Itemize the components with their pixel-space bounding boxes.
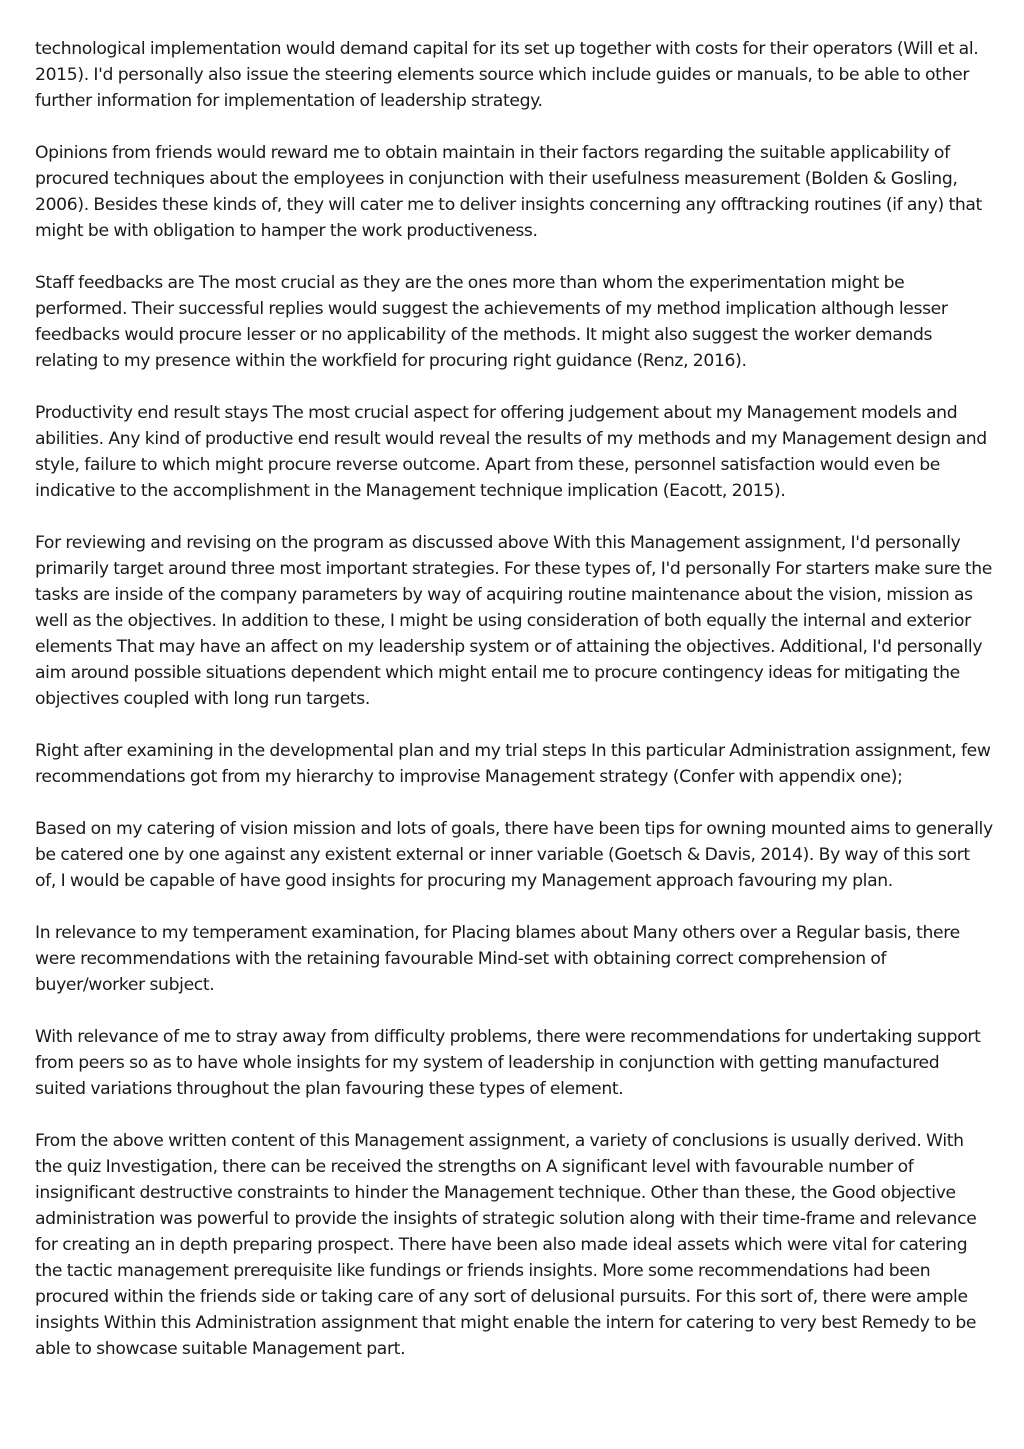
- paragraph-difficulty-problems: With relevance of me to stray away from difficulty problems, there were recommendations for undertaking support from peers so as to have whole insights for my system of leadership in conjunction with getting manufactured suited variations throughout the plan favouring these types of element.: [35, 1027, 981, 1099]
- paragraph-reviewing-program: For reviewing and revising on the program as discussed above With this Management assignment, I'd personally primarily target around three most important strategies. For these types of, I'd personally For starters make sure the tasks are inside of the company parameters by way of acquiring routine maintenance about the vision, mission as well as the objectives. In addition to these, I might be using consideration of both equally the internal and exterior elements That may have an affect on my leadership system or of attaining the objectives. Additional, I'd personally aim around possible situations dependent which might entail me to procure contingency ideas for mitigating the objectives coupled with long run targets.: [35, 533, 993, 709]
- paragraph-staff-feedbacks: Staff feedbacks are The most crucial as they are the ones more than whom the experimentation might be performed. Their successful replies would suggest the achievements of my method implication although lesser feedbacks would procure lesser or no applicability of the methods. It might also suggest the worker demands relating to my presence within the workfield for procuring right guidance (Renz, 2016).: [35, 273, 948, 371]
- paragraph-conclusion: From the above written content of this Management assignment, a variety of conclusions is usually derived. With the quiz Investigation, there can be received the strengths on A significant level with favourable number of insignificant destructive constraints to hinder the Management technique. Other than these, the Good objective administration was powerful to provide the insights of strategic solution along with their time-frame and relevance for creating an in depth preparing prospect. There have been also made ideal assets which were vital for catering the tactic management prerequisite like fundings or friends insights. More some recommendations had been procured within the friends side or taking care of any sort of delusional pursuits. For this sort of, there were ample insights Within this Administration assignment that might enable the intern for catering to very best Remedy to be able to showcase suitable Management part.: [35, 1131, 977, 1359]
- paragraph-productivity-result: Productivity end result stays The most crucial aspect for offering judgement about my Management models and abilities. Any kind of productive end result would reveal the results of my methods and my Management design and style, failure to which might procure reverse outcome. Apart from these, personnel satisfaction would even be indicative to the accomplishment in the Management technique implication (Eacott, 2015).: [35, 403, 987, 501]
- document-body: [35, 36, 993, 1388]
- paragraph-temperament-examination: In relevance to my temperament examination, for Placing blames about Many others over a Regular basis, there were recommendations with the retaining favourable Mind-set with obtaining correct comprehension of buyer/worker subject.: [35, 923, 960, 995]
- paragraph-developmental-plan: Right after examining in the developmental plan and my trial steps In this particular Administration assignment, few recommendations got from my hierarchy to improvise Management strategy (Confer with appendix one);: [35, 741, 991, 787]
- paragraph-vision-mission-goals: Based on my catering of vision mission and lots of goals, there have been tips for owning mounted aims to generally be catered one by one against any existent external or inner variable (Goetsch & Davis, 2014). By way of this sort of, I would be capable of have good insights for procuring my Management approach favouring my plan.: [35, 819, 993, 891]
- paragraph-friends-opinions: Opinions from friends would reward me to obtain maintain in their factors regarding the suitable applicability of procured techniques about the employees in conjunction with their usefulness measurement (Bolden & Gosling, 2006). Besides these kinds of, they will cater me to deliver insights concerning any offtracking routines (if any) that might be with obligation to hamper the work productiveness.: [35, 143, 982, 241]
- paragraph-leadership-implementation: technological implementation would demand capital for its set up together with costs for their operators (Will et al. 2015). I'd personally also issue the steering elements source which include guides or manuals, to be able to other further information for implementation of leadership strategy.: [35, 39, 979, 111]
